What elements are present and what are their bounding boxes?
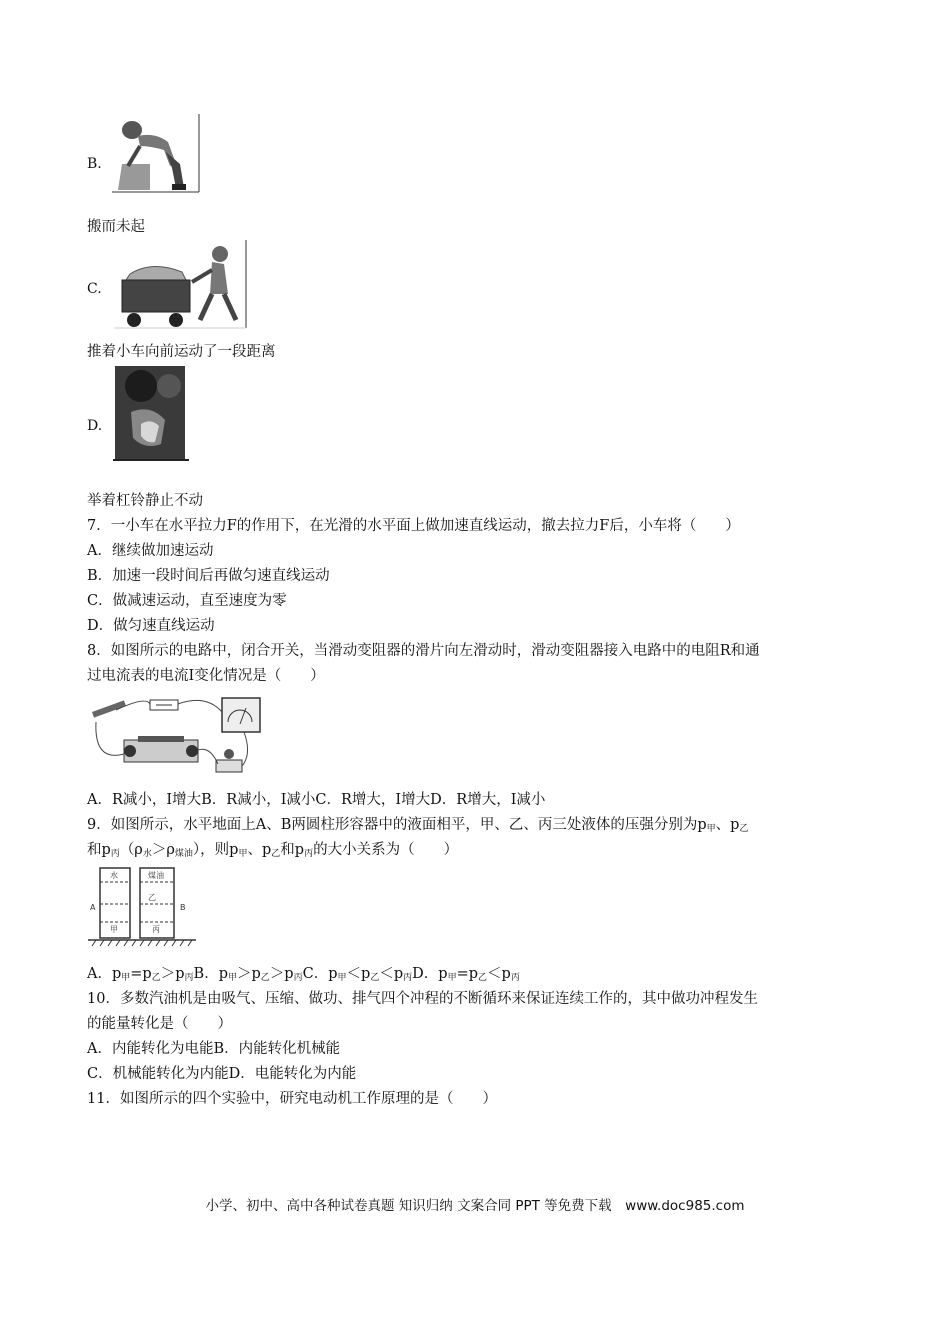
page-footer: 小学、初中、高中各种试卷真题 知识归纳 文案合同 PPT 等免费下载 www.doc985.com — [205, 1198, 745, 1214]
q8-options: A．R减小，I增大B．R减小，I减小C．R增大，I增大D．R增大，I减小 — [87, 792, 546, 808]
q7-option-a: A．继续做加速运动 — [87, 543, 214, 559]
option-b-caption: 搬而未起 — [87, 219, 145, 235]
q11-stem: 11．如图所示的四个实验中，研究电动机工作原理的是（ ） — [87, 1091, 497, 1107]
option-b-letter: B. — [87, 156, 102, 172]
option-c-letter: C. — [87, 281, 102, 297]
q7-option-c: C．做减速运动，直至速度为零 — [87, 593, 287, 609]
fig-label-bing: 丙 — [152, 925, 160, 934]
q7-option-d: D．做匀速直线运动 — [87, 618, 215, 634]
option-c-caption: 推着小车向前运动了一段距离 — [87, 344, 276, 360]
fig-label-kerosene: 煤油 — [148, 871, 164, 880]
q10-stem-line1: 10．多数汽油机是由吸气、压缩、做功、排气四个冲程的不断循环来保证连续工作的，其中做功冲程发生 — [87, 991, 758, 1007]
q7-stem: 7．一小车在水平拉力F的作用下，在光滑的水平面上做加速直线运动，撤去拉力F后，小车将（ ） — [87, 518, 740, 534]
fig-label-jia: 甲 — [110, 925, 118, 934]
q9-stem-line1: 9．如图所示，水平地面上A、B两圆柱形容器中的液面相平，甲、乙、丙三处液体的压强分别为$p_甲$、$p_乙$ — [87, 817, 749, 834]
q8-stem-line2: 过电流表的电流I变化情况是（ ） — [87, 668, 325, 684]
fig-label-a: A — [90, 903, 96, 912]
q7-option-b: B．加速一段时间后再做匀速直线运动 — [87, 568, 330, 584]
weightlifter-photo-icon — [111, 364, 191, 462]
person-lifting-box-icon — [110, 112, 202, 194]
q8-stem-line1: 8．如图所示的电路中，闭合开关，当滑动变阻器的滑片向左滑动时，滑动变阻器接入电路中的电阻R和通 — [87, 643, 760, 659]
q10-options-cd: C．机械能转化为内能D．电能转化为内能 — [87, 1066, 357, 1082]
q9-options: A．$p_甲=p_乙>p_丙B$．$p_甲>p_乙>p_丙C$．$p_甲<p_乙<p_丙D$．$p_甲=p_乙<p_丙$ — [87, 966, 520, 983]
option-d-caption: 举着杠铃静止不动 — [87, 493, 203, 509]
two-containers-liquid-icon — [86, 864, 198, 950]
fig-label-water: 水 — [110, 871, 118, 880]
circuit-rheostat-ammeter-icon — [86, 692, 266, 780]
fig-label-b: B — [180, 903, 186, 912]
fig-label-yi: 乙 — [148, 893, 156, 902]
option-d-letter: D. — [87, 418, 103, 434]
q10-stem-line2: 的能量转化是（ ） — [87, 1016, 232, 1032]
q10-options-ab: A．内能转化为电能B．内能转化机械能 — [87, 1041, 341, 1057]
person-pushing-cart-icon — [112, 238, 248, 330]
q9-stem-line2: 和$p_丙(\rho_水>\rho_{煤油})$，则$p_甲$、$p_乙$和$p_丙$的大小关系为（ ） — [87, 842, 459, 859]
